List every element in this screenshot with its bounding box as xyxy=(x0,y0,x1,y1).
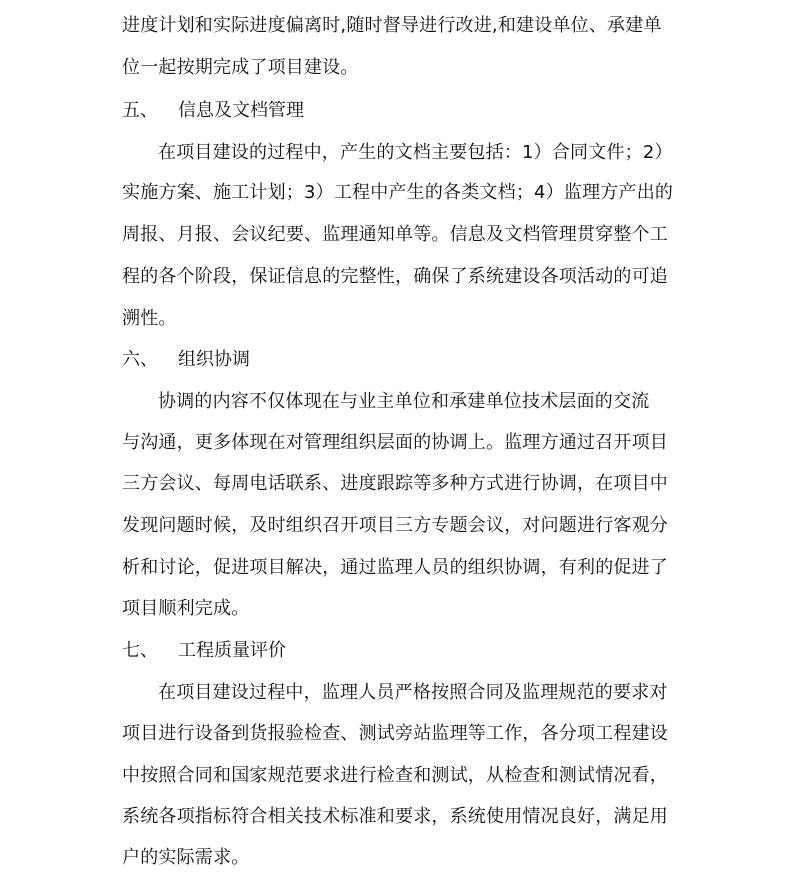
paragraph-line: 项目顺利完成。 xyxy=(122,598,250,619)
paragraph-line: 中按照合同和国家规范要求进行检查和测试，从检查和测试情况看， xyxy=(122,765,668,786)
paragraph-line: 实施方案、施工计划；3）工程中产生的各类文档；4）监理方产出的 xyxy=(122,182,674,203)
section-title: 信息及文档管理 xyxy=(178,100,304,121)
paragraph-line: 程的各个阶段，保证信息的完整性，确保了系统建设各项活动的可追 xyxy=(122,266,668,287)
section-title: 组织协调 xyxy=(178,349,250,370)
paragraph-line: 在项目建设的过程中，产生的文档主要包括：1）合同文件；2） xyxy=(158,142,673,163)
paragraph-line: 溯性。 xyxy=(122,308,177,329)
section-number: 六、 xyxy=(122,349,158,370)
paragraph-line: 项目进行设备到货报验检查、测试旁站监理等工作，各分项工程建设 xyxy=(122,723,668,744)
paragraph-line: 进度计划和实际进度偏离时,随时督导进行改进,和建设单位、承建单 xyxy=(122,15,662,36)
paragraph-line: 析和讨论，促进项目解决，通过监理人员的组织协调，有利的促进了 xyxy=(122,557,668,578)
paragraph-line: 位一起按期完成了项目建设。 xyxy=(122,57,359,78)
paragraph-line: 户的实际需求。 xyxy=(122,847,250,868)
paragraph-line: 协调的内容不仅体现在与业主单位和承建单位技术层面的交流 xyxy=(158,391,650,412)
section-number: 七、 xyxy=(122,640,158,661)
section-title: 工程质量评价 xyxy=(178,640,286,661)
section-number: 五、 xyxy=(122,100,158,121)
paragraph-line: 周报、月报、会议纪要、监理通知单等。信息及文档管理贯穿整个工 xyxy=(122,224,668,245)
paragraph-line: 在项目建设过程中，监理人员严格按照合同及监理规范的要求对 xyxy=(158,682,668,703)
paragraph-line: 系统各项指标符合相关技术标准和要求，系统使用情况良好，满足用 xyxy=(122,806,668,827)
paragraph-line: 发现问题时候，及时组织召开项目三方专题会议，对问题进行客观分 xyxy=(122,515,668,536)
paragraph-line: 三方会议、每周电话联系、进度跟踪等多种方式进行协调，在项目中 xyxy=(122,473,668,494)
paragraph-line: 与沟通，更多体现在对管理组织层面的协调上。监理方通过召开项目 xyxy=(122,432,668,453)
